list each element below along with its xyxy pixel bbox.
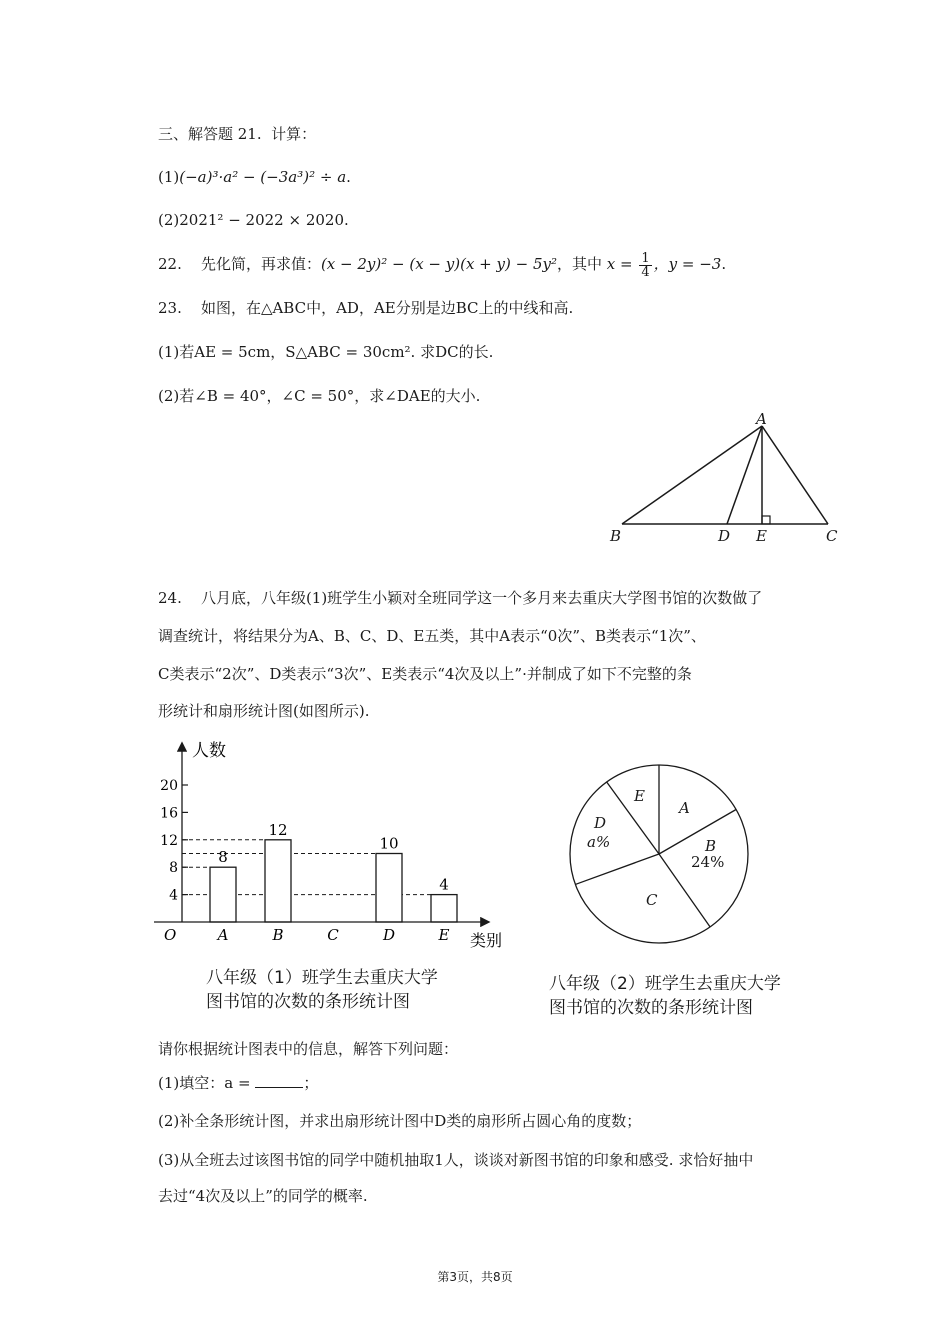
right-angle-mark <box>762 516 770 524</box>
q22-text-a: 先化简，再求值： <box>200 255 321 273</box>
q21-part2: (2)2021² − 2022 × 2020. <box>158 211 349 229</box>
q24-part2: (2)补全条形统计图，并求出扇形统计图中D类的扇形所占圆心角的度数； <box>158 1112 642 1130</box>
bar-chart-caption-2: 图书馆的次数的条形统计图 <box>206 992 410 1012</box>
q21-intro: 计算： <box>271 125 317 143</box>
bar-d <box>376 854 402 923</box>
category-label: A <box>217 926 229 944</box>
category-label: C <box>327 926 339 944</box>
q24-line-2: 调查统计，将结果分为A、B、C、D、E五类，其中A表示“0次”、B类表示“1次”、 <box>158 627 706 645</box>
origin-label: O <box>164 926 177 944</box>
q22-expr: (x − 2y)² − (x − y)(x + y) − 5y² <box>320 255 557 273</box>
q21-heading: 三、解答题 21. <box>158 125 262 143</box>
bar-value-label: 12 <box>268 820 288 839</box>
category-label: E <box>438 926 450 944</box>
bar-b <box>265 840 291 922</box>
label-e: E <box>756 527 767 545</box>
q21-part2-label: (2) <box>158 211 180 229</box>
q21-part2-expr: 2021² − 2022 × 2020 <box>179 211 344 229</box>
y-tick-label: 4 <box>169 887 178 904</box>
bar-value-label: 4 <box>439 875 449 894</box>
pie-label-d: D <box>594 814 607 832</box>
pie-chart-caption-1: 八年级（2）班学生去重庆大学 <box>549 974 781 994</box>
answer-blank[interactable] <box>255 1073 303 1088</box>
q24-part1-end: ； <box>303 1074 319 1092</box>
pie-percent-d: a% <box>587 833 611 851</box>
q23-line <box>158 298 573 318</box>
q24-part1-text: (1)填空：a = <box>158 1074 251 1092</box>
q22-frac-den: 4 <box>641 264 650 280</box>
q21-part1: (1)(−a)³·a² − (−3a³)² ÷ a. <box>158 168 351 186</box>
y-axis-label: 人数 <box>192 741 226 761</box>
pie-percent-b: 24% <box>691 853 725 871</box>
q24-part3-b: 去过“4次及以上”的同学的概率. <box>158 1187 368 1205</box>
side-ac <box>762 426 828 524</box>
pie-chart <box>560 755 760 955</box>
q24-text-1: 八月底，八年级(1)班学生小颖对全班同学这一个多月来去重庆大学图书馆的次数做了 <box>200 589 763 607</box>
q22-fraction <box>639 252 651 279</box>
label-a: A <box>756 410 767 428</box>
bar-value-label: 10 <box>379 834 399 853</box>
bar-chart <box>150 736 530 958</box>
pie-label-e: E <box>634 787 645 805</box>
y-tick-label: 16 <box>160 805 178 822</box>
category-label: B <box>272 926 284 944</box>
page-footer: 第3页，共8页 <box>437 1270 513 1284</box>
q24-number: 24. <box>158 589 182 607</box>
bar-a <box>210 867 236 922</box>
q24-part1 <box>158 1073 318 1093</box>
q22-text-b: ，其中 <box>556 255 602 273</box>
pie-slice-boundary <box>575 854 659 884</box>
triangle-figure <box>600 410 850 550</box>
q21-part1-label: (1) <box>158 168 180 186</box>
q24-prompt: 请你根据统计图表中的信息，解答下列问题： <box>158 1040 459 1058</box>
q23-part1: (1)若AE = 5cm，S△ABC = 30cm². 求DC的长. <box>158 343 494 361</box>
pie-slice-boundary <box>659 810 736 855</box>
q21-part1-expr: (−a)³·a² − (−3a³)² ÷ a <box>179 168 347 186</box>
q24-line-3: C类表示“2次”、D类表示“3次”、E类表示“4次及以上”·并制成了如下不完整的条 <box>158 665 692 683</box>
y-tick-label: 12 <box>160 832 178 849</box>
q24-line-4: 形统计和扇形统计图(如图所示). <box>158 702 370 720</box>
pie-label-a: A <box>679 799 690 817</box>
label-c: C <box>826 527 838 545</box>
bar-value-label: 8 <box>218 848 228 867</box>
bar-e <box>431 895 457 922</box>
q23-number: 23. <box>158 299 182 317</box>
q22-line: 22. 先化简，再求值：(x − 2y)² − (x − y)(x + y) − 5y²，其中 x = $\frac{1}{4}$ ，y = −3. <box>158 250 727 280</box>
q23-part2: (2)若∠B = 40°，∠C = 50°，求∠DAE的大小. <box>158 387 481 405</box>
q22-number: 22. <box>158 255 182 273</box>
side-ab <box>622 426 762 524</box>
pie-chart-caption-2: 图书馆的次数的条形统计图 <box>549 998 753 1018</box>
pie-slice-boundary <box>607 782 659 854</box>
x-axis-label: 类别 <box>470 931 503 950</box>
label-b: B <box>610 527 622 545</box>
y-tick-label: 8 <box>169 860 178 877</box>
median-ad <box>727 426 762 524</box>
category-label: D <box>382 926 396 944</box>
y-tick-label: 20 <box>160 778 178 794</box>
q21-heading-line <box>158 124 316 144</box>
label-d: D <box>718 527 731 545</box>
pie-label-b: B <box>705 837 717 855</box>
pie-label-c: C <box>646 891 658 909</box>
bar-chart-caption-1: 八年级（1）班学生去重庆大学 <box>206 968 438 988</box>
q22-x-eq: x = <box>606 255 633 273</box>
q23-text: 如图，在△ABC中，AD，AE分别是边BC上的中线和高. <box>200 299 574 317</box>
q22-frac-num: 1 <box>641 250 650 266</box>
q22-y-eq: ，y = −3 <box>653 255 722 273</box>
q24-line-1 <box>158 588 762 608</box>
q24-part3-a: (3)从全班去过该图书馆的同学中随机抽取1人，谈谈对新图书馆的印象和感受. 求恰好抽中 <box>158 1151 754 1169</box>
